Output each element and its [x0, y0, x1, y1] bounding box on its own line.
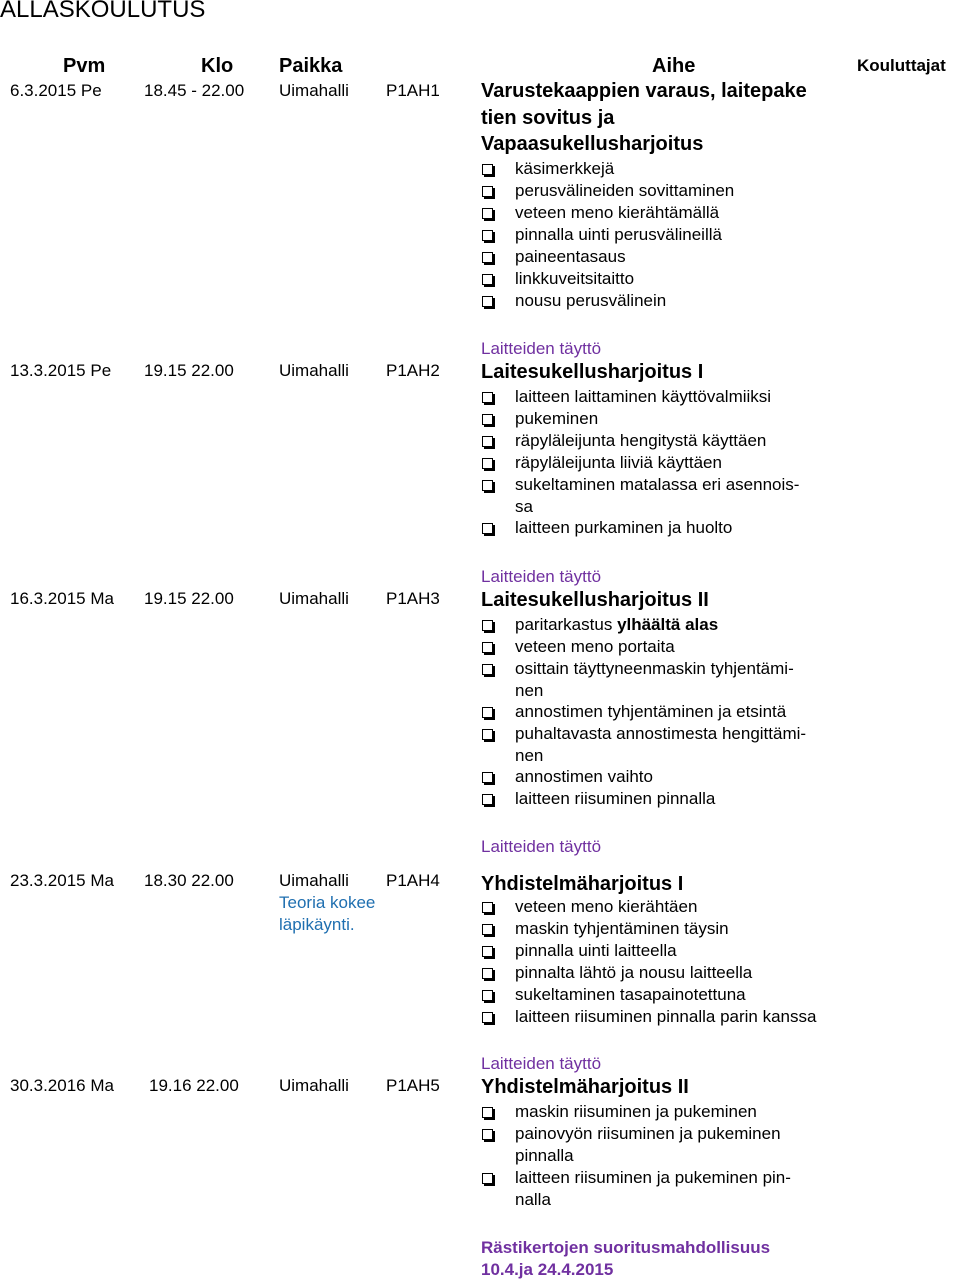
- checkbox-icon: [482, 252, 493, 263]
- checkbox-icon: [482, 620, 493, 631]
- session-code: P1AH2: [386, 361, 440, 380]
- makeup-note: Rästikertojen suoritusmahdollisuus: [481, 1238, 771, 1257]
- list-item: paineentasaus: [515, 247, 626, 266]
- refill-note: Laitteiden täyttö: [481, 567, 602, 586]
- list-item: pinnalta lähtö ja nousu laitteella: [515, 963, 753, 982]
- session-topic: Laitesukellusharjoitus I: [481, 361, 704, 383]
- list-item-continuation: nen: [515, 681, 544, 700]
- list-item: maskin riisuminen ja pukeminen: [515, 1102, 757, 1121]
- checkbox-icon: [482, 296, 493, 307]
- list-item: sukeltaminen tasapainotettuna: [515, 985, 746, 1004]
- session-place: Uimahalli: [279, 871, 349, 890]
- session-place: Uimahalli: [279, 1076, 349, 1095]
- refill-note: Laitteiden täyttö: [481, 1054, 602, 1073]
- list-item: veteen meno portaita: [515, 637, 675, 656]
- checkbox-icon: [482, 414, 493, 425]
- session-topic: Yhdistelmäharjoitus II: [481, 1076, 689, 1098]
- list-item-continuation: pinnalla: [515, 1146, 574, 1165]
- list-item: laitteen laittaminen käyttövalmiiksi: [515, 387, 772, 406]
- list-item: pinnalla uinti laitteella: [515, 941, 677, 960]
- session-topic: Varustekaappien varaus, laitepake: [481, 80, 807, 102]
- header-kouluttajat: Kouluttajat: [857, 56, 946, 75]
- list-item: sukeltaminen matalassa eri asennois-: [515, 475, 800, 494]
- checkbox-icon: [482, 186, 493, 197]
- list-item-continuation: nalla: [515, 1190, 551, 1209]
- session-code: P1AH4: [386, 871, 440, 890]
- list-item: veteen meno kierähtäen: [515, 897, 698, 916]
- session-topic: Yhdistelmäharjoitus I: [481, 873, 684, 895]
- checkbox-icon: [482, 707, 493, 718]
- list-item: maskin tyhjentäminen täysin: [515, 919, 729, 938]
- list-item: paritarkastus ylhäältä alas: [515, 615, 719, 634]
- list-item: nousu perusvälinein: [515, 291, 667, 310]
- list-item: painovyön riisuminen ja pukeminen: [515, 1124, 781, 1143]
- session-time: 18.30 22.00: [144, 871, 234, 890]
- session-time: 19.15 22.00: [144, 361, 234, 380]
- checkbox-icon: [482, 230, 493, 241]
- list-item: osittain täyttyneenmaskin tyhjentämi-: [515, 659, 794, 678]
- checkbox-icon: [482, 642, 493, 653]
- session-date: 23.3.2015 Ma: [10, 871, 114, 890]
- list-item: laitteen riisuminen ja pukeminen pin-: [515, 1168, 791, 1187]
- list-item: annostimen vaihto: [515, 767, 653, 786]
- session-place: Uimahalli: [279, 81, 349, 100]
- checkbox-icon: [482, 1107, 493, 1118]
- checkbox-icon: [482, 436, 493, 447]
- list-item-continuation: sa: [515, 497, 533, 516]
- header-paikka: Paikka: [279, 55, 343, 77]
- session-topic: Vapaasukellusharjoitus: [481, 133, 704, 155]
- list-item: räpyläleijunta hengitystä käyttäen: [515, 431, 767, 450]
- list-item: räpyläleijunta liiviä käyttäen: [515, 453, 722, 472]
- checkbox-icon: [482, 968, 493, 979]
- checkbox-icon: [482, 946, 493, 957]
- session-place: Uimahalli: [279, 589, 349, 608]
- list-item: pukeminen: [515, 409, 599, 428]
- list-item: laitteen riisuminen pinnalla: [515, 789, 716, 808]
- session-date: 13.3.2015 Pe: [10, 361, 112, 380]
- checkbox-icon: [482, 164, 493, 175]
- list-item: perusvälineiden sovittaminen: [515, 181, 735, 200]
- list-item: käsimerkkejä: [515, 159, 615, 178]
- list-item-continuation: nen: [515, 746, 544, 765]
- checkbox-icon: [482, 794, 493, 805]
- checkbox-icon: [482, 208, 493, 219]
- list-item: linkkuveitsitaitto: [515, 269, 635, 288]
- checkbox-icon: [482, 1012, 493, 1023]
- checkbox-icon: [482, 392, 493, 403]
- session-topic: Laitesukellusharjoitus II: [481, 589, 709, 611]
- list-item: annostimen tyhjentäminen ja etsintä: [515, 702, 787, 721]
- list-item: laitteen riisuminen pinnalla parin kanssa: [515, 1007, 817, 1026]
- session-topic: tien sovitus ja: [481, 107, 615, 129]
- session-code: P1AH5: [386, 1076, 440, 1095]
- session-time: 19.16 22.00: [149, 1076, 239, 1095]
- list-item: pinnalla uinti perusvälineillä: [515, 225, 722, 244]
- session-date: 16.3.2015 Ma: [10, 589, 114, 608]
- session-code: P1AH1: [386, 81, 440, 100]
- checkbox-icon: [482, 664, 493, 675]
- session-time: 18.45 - 22.00: [144, 81, 245, 100]
- checkbox-icon: [482, 523, 493, 534]
- session-date: 30.3.2016 Ma: [10, 1076, 114, 1095]
- checkbox-icon: [482, 480, 493, 491]
- checkbox-icon: [482, 1129, 493, 1140]
- session-place: Uimahalli: [279, 361, 349, 380]
- checkbox-icon: [482, 1173, 493, 1184]
- list-item: puhaltavasta annostimesta hengittämi-: [515, 724, 807, 743]
- checkbox-icon: [482, 458, 493, 469]
- session-date: 6.3.2015 Pe: [10, 81, 102, 100]
- header-aihe: Aihe: [652, 55, 696, 77]
- session-note: läpikäynti.: [279, 915, 355, 934]
- list-item: laitteen purkaminen ja huolto: [515, 518, 733, 537]
- header-klo: Klo: [201, 55, 234, 77]
- list-item: veteen meno kierähtämällä: [515, 203, 720, 222]
- refill-note: Laitteiden täyttö: [481, 339, 602, 358]
- makeup-dates: 10.4.ja 24.4.2015: [481, 1260, 614, 1279]
- refill-note: Laitteiden täyttö: [481, 837, 602, 856]
- session-code: P1AH3: [386, 589, 440, 608]
- session-note: Teoria kokee: [279, 893, 376, 912]
- checkbox-icon: [482, 990, 493, 1001]
- header-pvm: Pvm: [63, 55, 106, 77]
- session-time: 19.15 22.00: [144, 589, 234, 608]
- checkbox-icon: [482, 729, 493, 740]
- page-title: ALLASKOULUTUS: [0, 0, 206, 23]
- checkbox-icon: [482, 924, 493, 935]
- checkbox-icon: [482, 902, 493, 913]
- checkbox-icon: [482, 274, 493, 285]
- checkbox-icon: [482, 772, 493, 783]
